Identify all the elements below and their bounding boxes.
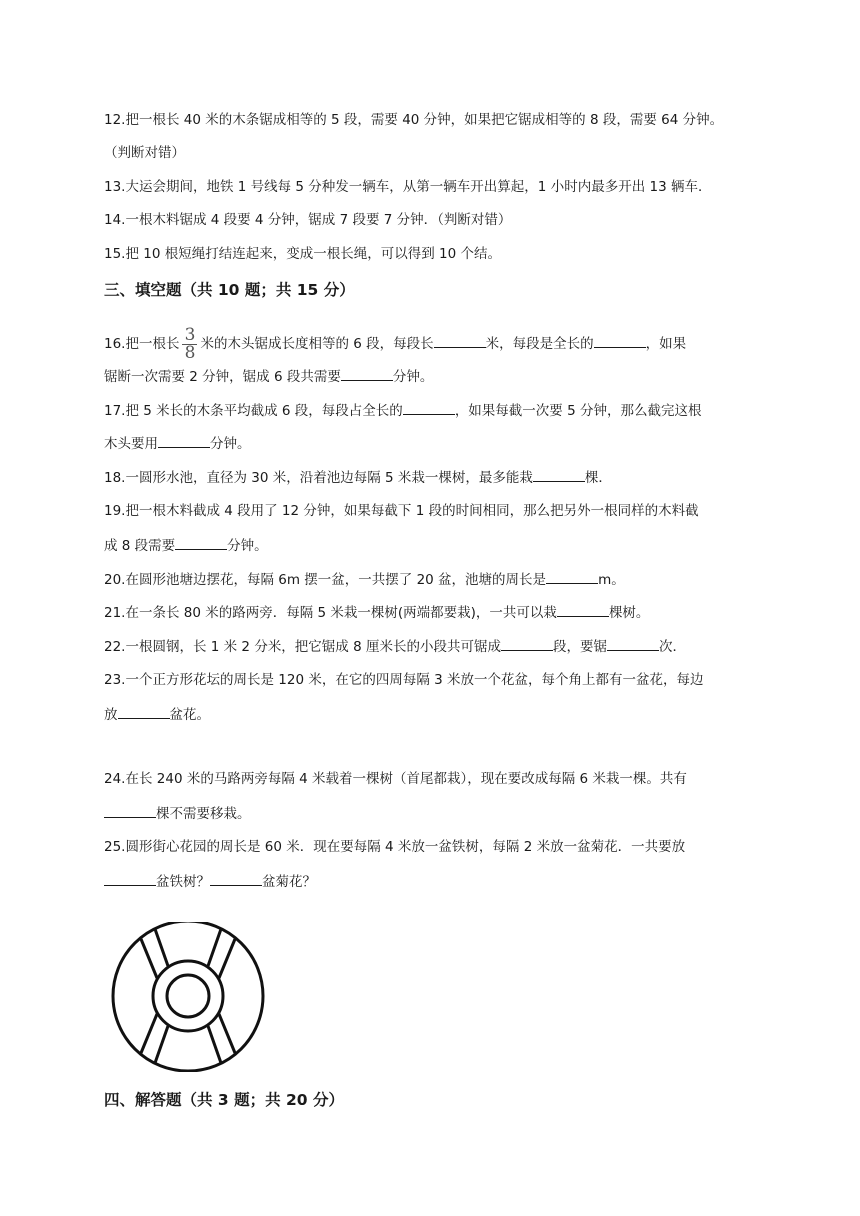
middle-circle	[153, 961, 223, 1031]
q21-text-a: 21.在一条长 80 米的路两旁．每隔 5 米栽一棵树(两端都要栽)，一共可以栽	[104, 605, 557, 621]
answer-blank[interactable]	[104, 871, 156, 886]
q19-text-line2-b: 分钟。	[227, 538, 268, 554]
q16-text-d: ，如果	[645, 336, 687, 352]
q17-text-a: 17.把 5 米长的木条平均截成 6 段，每段占全长的	[104, 403, 403, 419]
q24-text-line2-b: 棵不需要移栽。	[156, 806, 251, 822]
path-line	[219, 939, 235, 978]
path-line	[208, 929, 221, 966]
q16-text-a: 16.把一根长	[104, 336, 180, 352]
question-17-line2	[104, 433, 251, 454]
question-21	[104, 602, 649, 623]
question-16-line2	[104, 366, 433, 387]
question-24-line1: 24.在长 240 米的马路两旁每隔 4 米载着一棵树（首尾都栽），现在要改成每隔 6 米栽一棵。共有	[104, 771, 687, 787]
answer-blank[interactable]	[341, 366, 393, 381]
question-19-line2	[104, 535, 268, 556]
question-25-line2	[104, 871, 316, 892]
q16-text-line2-b: 分钟。	[392, 369, 434, 385]
q23-text-line2-b: 盆花。	[169, 707, 210, 723]
circular-garden-diagram	[110, 922, 270, 1072]
question-17-line1	[104, 400, 701, 421]
q22-text-b: 段，要锯	[552, 639, 607, 655]
outer-circle	[113, 922, 263, 1071]
path-line	[155, 929, 168, 966]
question-25-line1: 25.圆形街心花园的周长是 60 米．现在要每隔 4 米放一盆铁树，每隔 2 米放一盆菊花．一共要放	[104, 839, 686, 855]
answer-blank[interactable]	[175, 535, 227, 550]
fraction-denominator: 8	[184, 343, 196, 363]
answer-blank[interactable]	[594, 333, 646, 348]
answer-blank[interactable]	[104, 803, 156, 818]
question-14: 14.一根木料锯成 4 段要 4 分钟，锯成 7 段要 7 分钟．（判断对错）	[104, 212, 512, 228]
question-16-line1	[104, 327, 686, 361]
question-24-line2	[104, 803, 251, 824]
answer-blank[interactable]	[403, 400, 455, 415]
question-15: 15.把 10 根短绳打结连起来，变成一根长绳，可以得到 10 个结。	[104, 246, 501, 262]
question-19-line1: 19.把一根木料截成 4 段用了 12 分钟，如果每截下 1 段的时间相同，那么把另外一根同样的木料截	[104, 503, 699, 519]
q18-text-a: 18.一圆形水池，直径为 30 米，沿着池边每隔 5 米栽一棵树，最多能栽	[104, 470, 533, 486]
circular-garden-figure	[110, 922, 270, 1076]
question-12-line1: 12.把一根长 40 米的木条锯成相等的 5 段，需要 40 分钟，如果把它锯成相等的 8 段，需要 64 分钟。	[104, 112, 724, 128]
answer-blank[interactable]	[533, 467, 585, 482]
answer-blank[interactable]	[501, 636, 553, 651]
answer-blank[interactable]	[546, 569, 598, 584]
q19-text-line2-a: 成 8 段需要	[104, 538, 176, 554]
path-line	[219, 1014, 235, 1053]
question-12-line2: （判断对错）	[104, 145, 185, 161]
question-23-line1: 23.一个正方形花坛的周长是 120 米，在它的四周每隔 3 米放一个花盆，每个角上都有一盆花，每边	[104, 672, 704, 688]
path-line	[141, 939, 157, 978]
q22-text-a: 22.一根圆钢，长 1 米 2 分米，把它锯成 8 厘米长的小段共可锯成	[104, 639, 501, 655]
section-4-title: 四、解答题（共 3 题；共 20 分）	[104, 1091, 344, 1109]
fraction-numerator: 3	[184, 325, 196, 345]
answer-blank[interactable]	[607, 636, 659, 651]
answer-blank[interactable]	[210, 871, 262, 886]
section-3-title: 三、填空题（共 10 题；共 15 分）	[104, 281, 355, 299]
inner-circle	[167, 975, 209, 1017]
q17-text-line2-a: 木头要用	[104, 436, 158, 452]
fraction-three-eighths	[182, 327, 197, 361]
question-23-line2	[104, 704, 210, 725]
q23-text-line2-a: 放	[104, 707, 118, 723]
q16-text-line2-a: 锯断一次需要 2 分钟，锯成 6 段共需要	[104, 369, 341, 385]
answer-blank[interactable]	[158, 433, 210, 448]
q20-text-a: 20.在圆形池塘边摆花，每隔 6m 摆一盆，一共摆了 20 盆，池塘的周长是	[104, 572, 547, 588]
question-20	[104, 569, 625, 590]
q20-text-b: m。	[598, 572, 625, 588]
question-13: 13.大运会期间，地铁 1 号线每 5 分种发一辆车，从第一辆车开出算起，1 小时内最多开出 13 辆车．	[104, 179, 712, 195]
q17-text-line2-b: 分钟。	[210, 436, 251, 452]
q17-text-b: ，如果每截一次要 5 分钟，那么截完这根	[454, 403, 702, 419]
answer-blank[interactable]	[434, 333, 486, 348]
question-18	[104, 467, 612, 488]
path-line	[141, 1014, 157, 1053]
q21-text-b: 棵树。	[608, 605, 650, 621]
answer-blank[interactable]	[557, 602, 609, 617]
q25-text-line2-a: 盆铁树？	[156, 874, 210, 890]
q16-text-b: 米的木头锯成长度相等的 6 段，每段长	[200, 336, 434, 352]
q22-text-c: 次．	[658, 639, 686, 655]
q16-text-c: 米，每段是全长的	[485, 336, 594, 352]
question-22	[104, 636, 686, 657]
q25-text-line2-b: 盆菊花？	[262, 874, 316, 890]
path-line	[155, 1026, 168, 1063]
path-line	[208, 1026, 221, 1063]
q18-text-b: 棵．	[584, 470, 612, 486]
answer-blank[interactable]	[118, 704, 170, 719]
